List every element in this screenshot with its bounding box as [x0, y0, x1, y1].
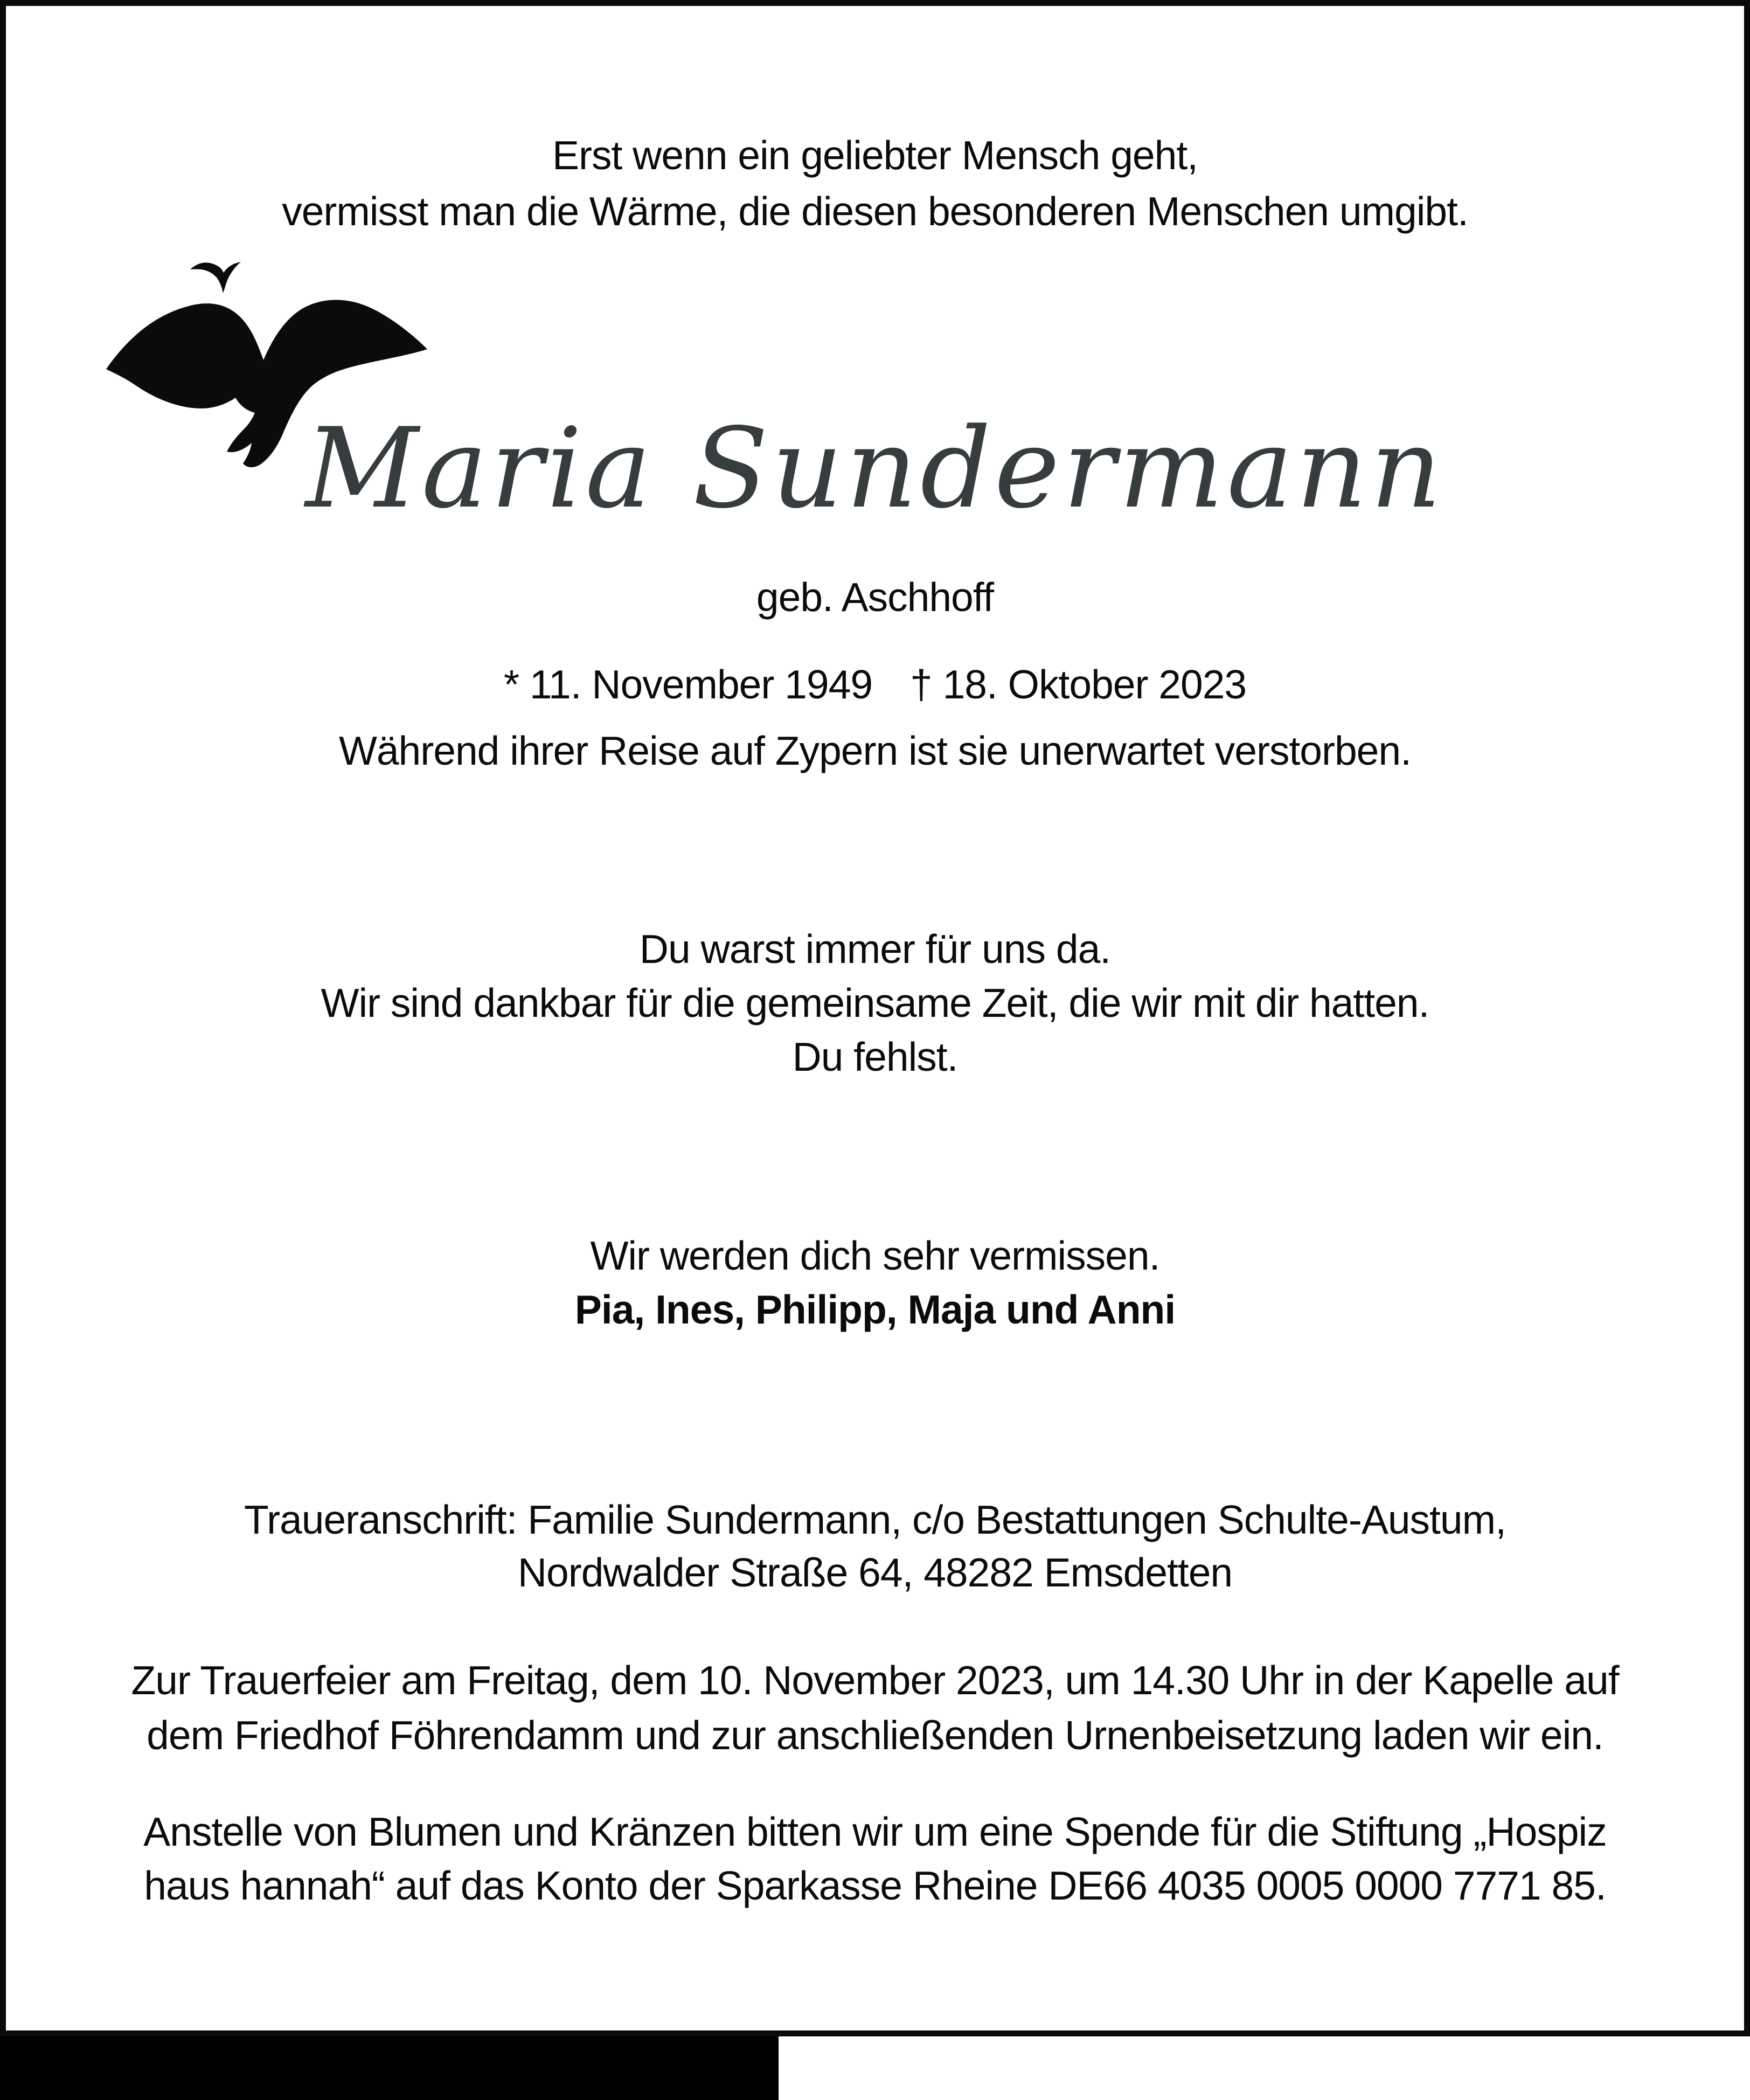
- farewell-line: Wir werden dich sehr vermissen.: [590, 1233, 1160, 1278]
- verse-block: [0, 922, 1750, 1084]
- epigraph-line-1: Erst wenn ein geliebter Mensch geht,: [552, 133, 1198, 178]
- donation-info-line-2: haus hannah“ auf das Konto der Sparkasse Rheine DE66 4035 0005 0000 7771 85.: [144, 1863, 1606, 1908]
- mourning-address-line-2: Nordwalder Straße 64, 48282 Emsdetten: [517, 1550, 1233, 1595]
- donation-info-line-1: Anstelle von Blumen und Kränzen bitten wir um eine Spende für die Stiftung „Hospiz: [143, 1809, 1607, 1854]
- farewell-block: [0, 1229, 1750, 1336]
- birth-date: * 11. November 1949: [503, 662, 873, 707]
- death-note: Während ihrer Reise auf Zypern ist sie unerwartet verstorben.: [339, 728, 1411, 773]
- maiden-name: geb. Aschhoff: [756, 574, 994, 620]
- death-date: † 18. Oktober 2023: [910, 662, 1247, 707]
- verse-line-3: Du fehlst.: [792, 1034, 958, 1079]
- donation-info-block: [0, 1805, 1750, 1912]
- dates-line: [0, 656, 1750, 712]
- service-info-line-2: dem Friedhof Föhrendamm und zur anschließenden Urnenbeisetzung laden wir ein.: [147, 1713, 1603, 1758]
- epigraph-line-2: vermisst man die Wärme, die diesen besonderen Menschen umgibt.: [282, 189, 1468, 234]
- deceased-name: Maria Sundermann: [305, 405, 1445, 533]
- mourners-names: Pia, Ines, Philipp, Maja und Anni: [574, 1287, 1176, 1332]
- death-note-block: [0, 723, 1750, 779]
- dates-block: [0, 656, 1750, 712]
- mourning-address-block: [0, 1493, 1750, 1599]
- mourning-address-line-1: Traueranschrift: Familie Sundermann, c/o Bestattungen Schulte-Austum,: [244, 1497, 1506, 1542]
- service-info-line-1: Zur Trauerfeier am Freitag, dem 10. November 2023, um 14.30 Uhr in der Kapelle auf: [131, 1658, 1619, 1703]
- small-bird-icon: [190, 262, 241, 293]
- verse-line-1: Du warst immer für uns da.: [639, 926, 1111, 972]
- epigraph: [0, 127, 1750, 239]
- service-info-block: [0, 1653, 1750, 1763]
- maiden-name-block: [0, 569, 1750, 625]
- bottom-bar: [0, 2036, 779, 2100]
- verse-line-2: Wir sind dankbar für die gemeinsame Zeit, die wir mit dir hatten.: [321, 980, 1429, 1025]
